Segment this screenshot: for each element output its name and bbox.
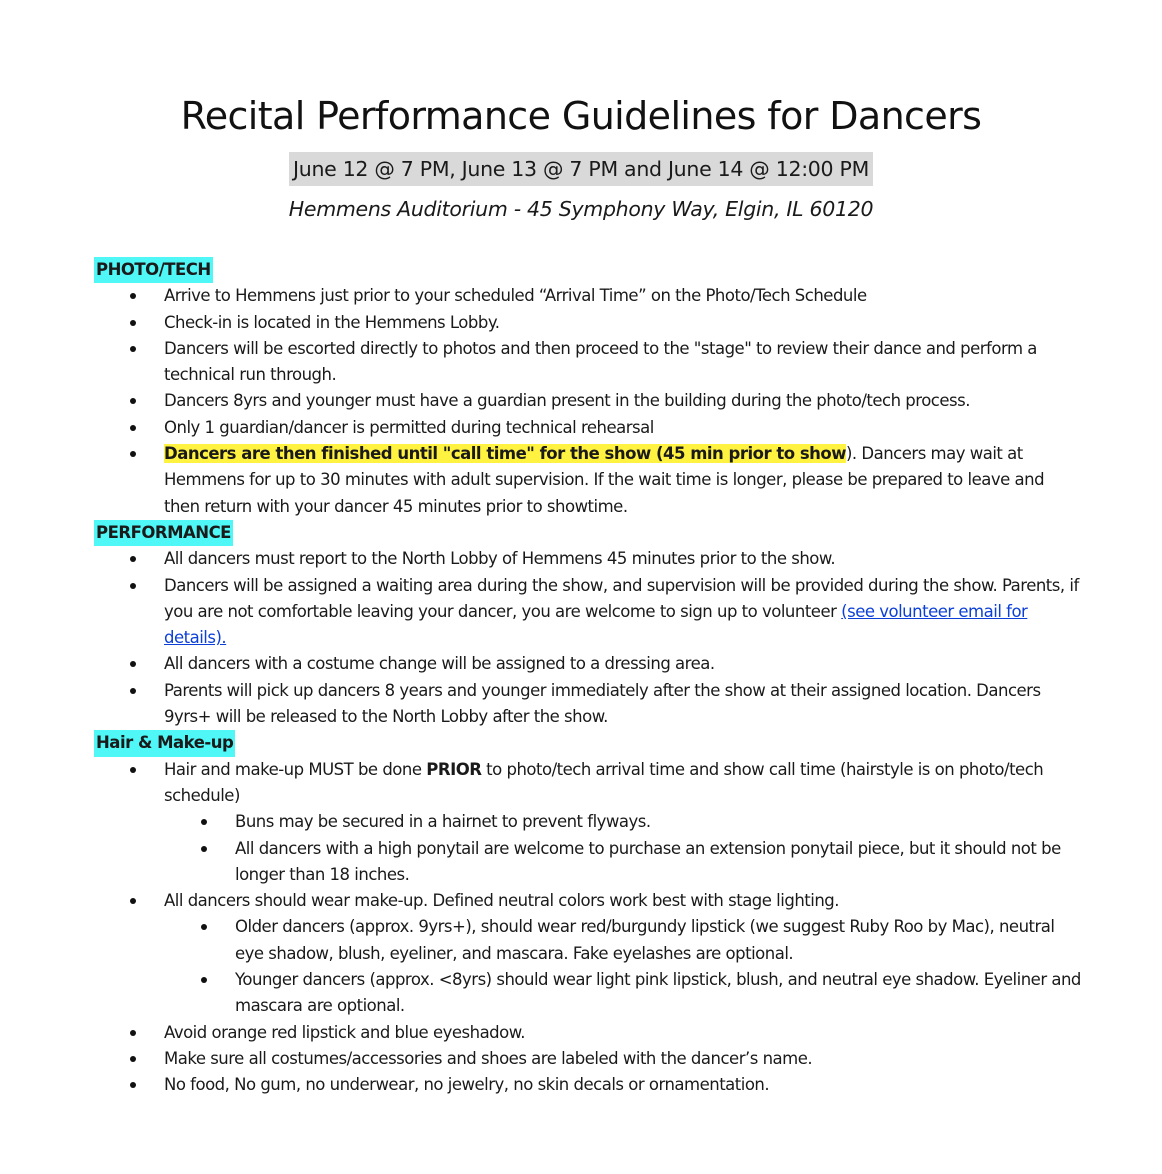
volunteer-email-link[interactable]: (see volunteer email for details). xyxy=(164,601,1028,648)
section-performance xyxy=(94,520,1084,546)
list-item: Make sure all costumes/accessories and shoes are labeled with the dancer’s name. xyxy=(94,1046,1084,1072)
section-heading-photo-tech: PHOTO/TECH xyxy=(94,257,213,283)
photo-tech-list xyxy=(94,283,1084,520)
sub-list-item: Buns may be secured in a hairnet to prevent flyways. xyxy=(94,809,1084,835)
section-hair-makeup xyxy=(94,730,1084,756)
list-item: Avoid orange red lipstick and blue eyeshadow. xyxy=(94,1020,1084,1046)
event-dates: June 12 @ 7 PM, June 13 @ 7 PM and June 14 @ 12:00 PM xyxy=(289,152,873,186)
prior-text-before: Hair and make-up MUST be done xyxy=(164,759,427,779)
call-time-highlight: Dancers are then finished until "call time" for the show (45 min prior to show xyxy=(164,444,846,464)
prior-text-after: to photo/tech arrival time and show call time (hairstyle is on photo/tech schedule) xyxy=(164,759,1044,805)
list-item: Dancers 8yrs and younger must have a guardian present in the building during the photo/tech process. xyxy=(94,388,1084,414)
performance-list xyxy=(94,546,1084,730)
page-title: Recital Performance Guidelines for Dancers xyxy=(180,94,982,138)
list-item: Dancers will be escorted directly to photos and then proceed to the "stage" to review their dance and perform a technical run through. xyxy=(94,336,1084,389)
list-item: Check-in is located in the Hemmens Lobby. xyxy=(94,310,1084,336)
call-time-details: ). Dancers may wait at Hemmens for up to 30 minutes with adult supervision. If the wait time is longer, please be prepared to leave and then return with your dancer 45 minutes prior to showtime. xyxy=(164,444,1045,516)
list-item-call-time xyxy=(94,441,1084,520)
sub-list-item: Younger dancers (approx. <8yrs) should wear light pink lipstick, blush, and neutral eye shadow. Eyeliner and mascara are optional. xyxy=(94,967,1084,1020)
list-item: Parents will pick up dancers 8 years and younger immediately after the show at their assigned location. Dancers 9yrs+ will be released to the North Lobby after the show. xyxy=(94,678,1084,731)
guidelines-body xyxy=(94,257,1084,1099)
volunteer-text: Dancers will be assigned a waiting area during the show, and supervision will be provided during the show. Parents, if you are not comfortable leaving your dancer, you are welcome to sign up to volunteer xyxy=(164,575,1079,621)
venue-address: Hemmens Auditorium - 45 Symphony Way, Elgin, IL 60120 xyxy=(288,197,874,221)
list-item: Only 1 guardian/dancer is permitted during technical rehearsal xyxy=(94,415,1084,441)
dates-line xyxy=(0,152,1162,186)
sub-list-item: All dancers with a high ponytail are welcome to purchase an extension ponytail piece, but it should not be longer than 18 inches. xyxy=(94,836,1084,889)
list-item: No food, No gum, no underwear, no jewelry, no skin decals or ornamentation. xyxy=(94,1072,1084,1098)
list-item: All dancers must report to the North Lobby of Hemmens 45 minutes prior to the show. xyxy=(94,546,1084,572)
list-item: Arrive to Hemmens just prior to your scheduled “Arrival Time” on the Photo/Tech Schedule xyxy=(94,283,1084,309)
list-item-prior xyxy=(94,757,1084,810)
section-photo-tech xyxy=(94,257,1084,283)
hair-makeup-list xyxy=(94,757,1084,1099)
prior-emphasis: PRIOR xyxy=(426,759,482,779)
sub-list-item: Older dancers (approx. 9yrs+), should wear red/burgundy lipstick (we suggest Ruby Roo by Mac), neutral eye shadow, blush, eyeliner, and mascara. Fake eyelashes are optional. xyxy=(94,914,1084,967)
list-item-volunteer xyxy=(94,573,1084,652)
section-heading-performance: PERFORMANCE xyxy=(94,520,233,546)
section-heading-hair-makeup: Hair & Make-up xyxy=(94,730,235,756)
list-item: All dancers with a costume change will be assigned to a dressing area. xyxy=(94,651,1084,677)
list-item: All dancers should wear make-up. Defined neutral colors work best with stage lighting. xyxy=(94,888,1084,914)
